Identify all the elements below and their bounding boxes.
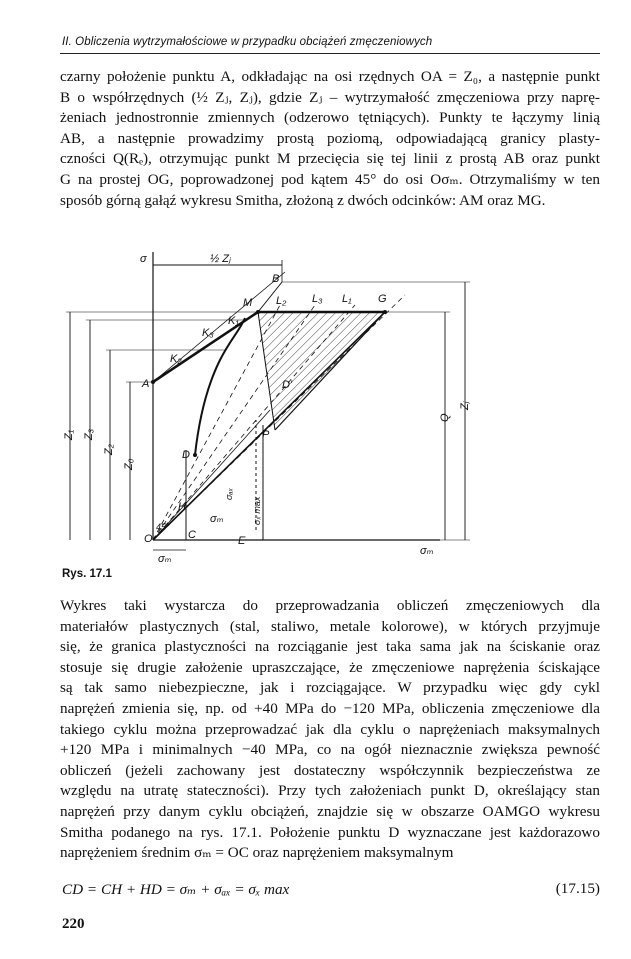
label-Q: Q bbox=[439, 413, 451, 422]
text-line: czności Q(Rₑ), otrzymując punkt M przecięcia się tej linii z prostą AB oraz punkt bbox=[60, 150, 600, 168]
label-G: G bbox=[378, 293, 387, 305]
label-P: P bbox=[262, 429, 270, 441]
point-D bbox=[193, 453, 197, 457]
label-K1: K₁ bbox=[228, 315, 239, 327]
label-angle-45: 45° bbox=[156, 522, 170, 532]
figure-caption: Rys. 17.1 bbox=[62, 568, 112, 580]
text-line: naprężeń zmienia się, np. od +40 MPa do −120 MPa, obliczenia zmęczeniowe dla bbox=[60, 699, 600, 717]
label-M: M bbox=[243, 297, 253, 309]
text-line: B o współrzędnych (½ Zⱼ, Zⱼ), gdzie Zⱼ – wytrzymałość zmęczeniowa przy naprę- bbox=[60, 88, 600, 106]
label-Zj: Zⱼ bbox=[459, 401, 471, 410]
label-K3: K₃ bbox=[202, 327, 214, 339]
label-C: C bbox=[188, 529, 196, 541]
header-rule bbox=[60, 53, 600, 54]
point-G bbox=[383, 310, 387, 314]
label-Z3: Z₃ bbox=[83, 428, 95, 440]
text-line: AB, a następnie prowadzimy prostą poziomą, odpowiadającą granicy plasty- bbox=[60, 129, 600, 147]
label-E: E bbox=[238, 535, 246, 547]
text-line: takiego cyklu można przeprowadzać jak dla cyklu o naprężeniach maksymalnych bbox=[60, 720, 600, 738]
text-line: żeniach jednostronnie zmiennych (odzerowo tętniących). Punkty te łączymy linią bbox=[60, 109, 600, 127]
text-line: G na prostej OG, poprowadzonej pod kątem 45° do osi Oσₘ. Otrzymaliśmy w ten bbox=[60, 170, 600, 188]
text-line: sposób górną gałąź wykresu Smitha, złożoną z dwóch odcinków: AM oraz MG. bbox=[60, 191, 546, 209]
label-Z0: Z₀ bbox=[123, 458, 135, 470]
text-line: są tak samo niebezpieczne, jak i rozciągające. W przypadku więc gdy cykl bbox=[60, 679, 600, 697]
label-K2: K₂ bbox=[170, 353, 182, 365]
label-H: H bbox=[178, 501, 186, 513]
label-L2: L₂ bbox=[276, 295, 287, 307]
label-D: D bbox=[182, 449, 190, 461]
label-sigma-az: σₐₓ bbox=[224, 487, 234, 500]
text-line: stosuje się drugie założenie upraszczające, że zmęczeniowe naprężenia ściskające bbox=[60, 658, 600, 676]
label-sigma-m-axis: σₘ bbox=[420, 545, 434, 557]
text-line: się, że granica plastyczności na rozciąganie jest taka sama jak na ściskanie oraz bbox=[60, 638, 600, 656]
point-M bbox=[256, 310, 260, 314]
label-D-prime: D' bbox=[282, 379, 293, 391]
running-head: II. Obliczenia wytrzymałościowe w przypadku obciążeń zmęczeniowych bbox=[62, 36, 433, 48]
smith-diagram bbox=[60, 240, 540, 565]
text-line: czarny położenie punktu A, odkładając na osi rzędnych OA = Z₀, a następnie punkt bbox=[60, 68, 600, 85]
label-Z1: Z₁ bbox=[63, 429, 75, 440]
equation-number: (17.15) bbox=[555, 880, 600, 897]
text-line: Wykres taki wystarcza do przeprowadzania obliczeń zmęczeniowych dla bbox=[60, 597, 600, 614]
point-A bbox=[151, 380, 155, 384]
label-sigma-m-inner: σₘ bbox=[210, 513, 224, 525]
smith-diagram-svg bbox=[60, 240, 540, 565]
label-L3: L₃ bbox=[312, 293, 323, 305]
text-line: obliczeń (jeżeli zachowany jest dostateczny współczynnik bezpieczeństwa ze bbox=[60, 761, 600, 779]
text-line: naprężeń przy danym cyklu obciążeń, znajdzie się w obszarze OAMGO wykresu bbox=[60, 802, 600, 820]
label-L1: L₁ bbox=[342, 293, 352, 305]
equation-17-15 bbox=[62, 880, 600, 899]
label-half-zj: ½ Zⱼ bbox=[210, 253, 231, 265]
paragraph-1 bbox=[60, 67, 600, 211]
label-Z2: Z₂ bbox=[103, 444, 115, 455]
page-number: 220 bbox=[62, 916, 85, 932]
label-sigma-m-bottom: σₘ bbox=[158, 553, 172, 565]
label-B: B bbox=[272, 273, 280, 285]
label-O: O bbox=[144, 533, 153, 545]
label-A: A bbox=[142, 378, 150, 390]
text-line: naprężeniem średnim σₘ = OC oraz naprężeniem maksymalnym bbox=[60, 844, 454, 862]
equation-text: CD = CH + HD = σₘ + σₐₓ = σₓ max bbox=[62, 881, 290, 898]
label-sigma-axis: σ bbox=[140, 253, 147, 265]
text-line: Smitha podanego na rys. 17.1. Położenie punktu D wyznaczane jest każdorazowo bbox=[60, 823, 600, 841]
text-line: materiałów plastycznych (stal, staliwo, metale kolorowe), w których przyjmuje bbox=[60, 617, 600, 635]
text-line: względu na utratę stateczności). Przy tych założeniach punkt D, określający stan bbox=[60, 782, 600, 800]
label-sigma-zmax: σₓ max bbox=[252, 496, 262, 525]
paragraph-2 bbox=[60, 596, 600, 864]
text-line: +120 MPa i minimalnych −40 MPa, co na ogół nieznacznie zwiększa pewność bbox=[60, 741, 600, 759]
